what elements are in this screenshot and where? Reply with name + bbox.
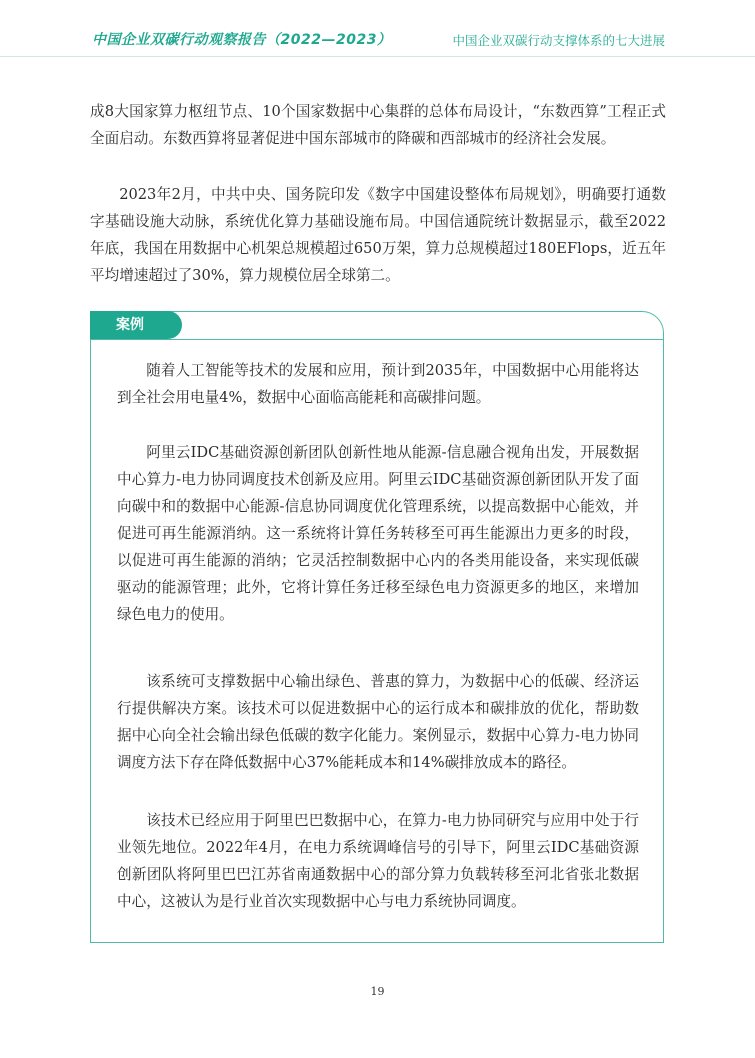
section-title: 中国企业双碳行动支撑体系的七大进展: [452, 33, 665, 48]
body-paragraph: 2023年2月，中共中央、国务院印发《数字中国建设整体布局规划》，明确要打通数字基础设施大动脉，系统优化算力基础设施布局。中国信通院统计数据显示，截至2022年底，我国在用数据中心机架总规模超过650万架，算力总规模超过180EFlops，近五年平均增速超过了30%，算力规模位居全球第二。: [90, 186, 666, 284]
page-number: 19: [370, 985, 385, 998]
report-title: 中国企业双碳行动观察报告（2022—2023）: [92, 32, 392, 48]
body-paragraph: 成8大国家算力枢纽节点、10个国家数据中心集群的总体布局设计，“东数西算”工程正式全面启动。东数西算将显著促进中国东部城市的降碳和西部城市的经济社会发展。: [90, 103, 666, 147]
case-paragraph: 阿里云IDC基础资源创新团队创新性地从能源-信息融合视角出发，开展数据中心算力-电力协同调度技术创新及应用。阿里云IDC基础资源创新团队开发了面向碳中和的数据中心能源-信息协同调度优化管理系统，以提高数据中心能效，并促进可再生能源消纳。这一系统将计算任务转移至可再生能源出力更多的时段，以促进可再生能源的消纳；它灵活控制数据中心内的各类用能设备，来实现低碳驱动的能源管理；此外，它将计算任务迁移至绿色电力资源更多的地区，来增加绿色电力的使用。: [117, 444, 639, 623]
case-divider: [90, 339, 664, 340]
case-box: [90, 311, 664, 943]
case-label: 案例: [90, 311, 182, 339]
case-paragraph: 该技术已经应用于阿里巴巴数据中心，在算力-电力协同研究与应用中处于行业领先地位。2022年4月，在电力系统调峰信号的引导下，阿里云IDC基础资源创新团队将阿里巴巴江苏省南通数据中心的部分算力负载转移至河北省张北数据中心，这被认为是行业首次实现数据中心与电力系统协同调度。: [117, 812, 639, 910]
case-paragraph: 随着人工智能等技术的发展和应用，预计到2035年，中国数据中心用能将达到全社会用电量4%，数据中心面临高能耗和高碳排问题。: [117, 362, 639, 406]
case-paragraph: 该系统可支撑数据中心输出绿色、普惠的算力，为数据中心的低碳、经济运行提供解决方案。该技术可以促进数据中心的运行成本和碳排放的优化，帮助数据中心向全社会输出绿色低碳的数字化能力。案例显示，数据中心算力-电力协同调度方法下存在降低数据中心37%能耗成本和14%碳排放成本的路径。: [117, 673, 639, 771]
header-divider: [0, 56, 755, 57]
